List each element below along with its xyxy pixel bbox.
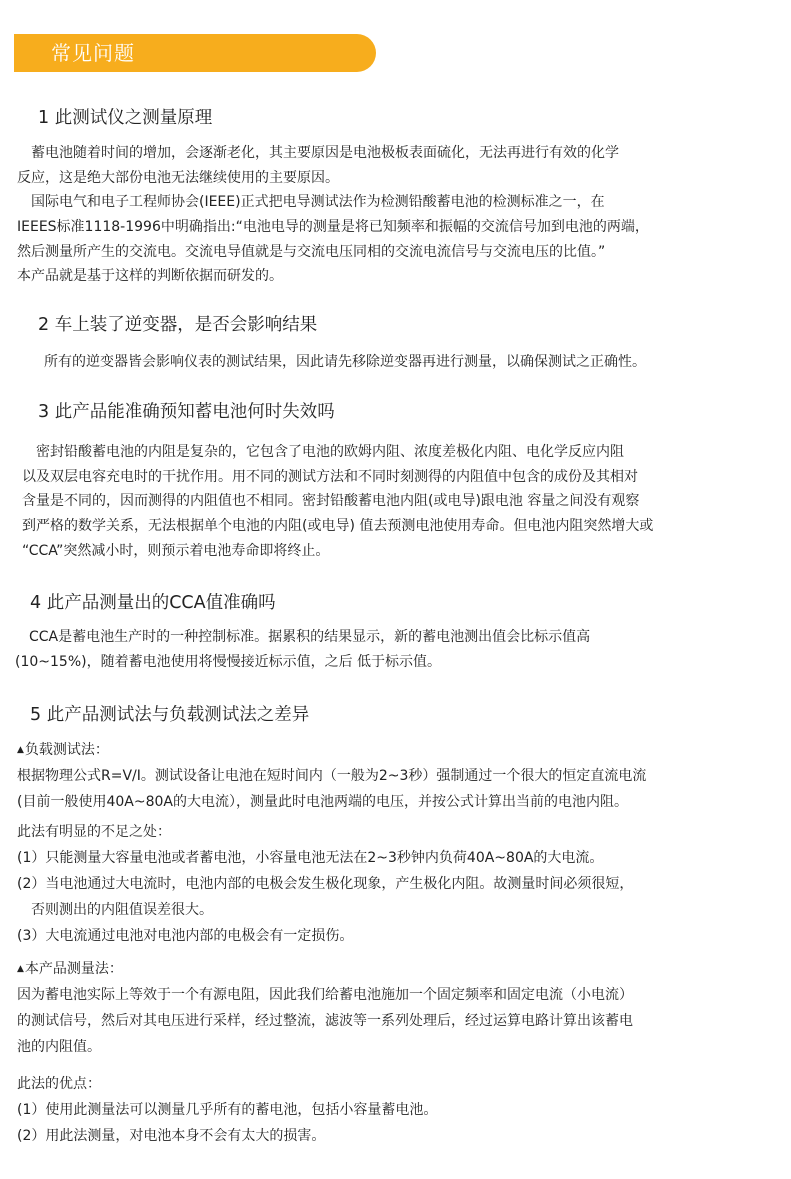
section-3-heading: 3 此产品能准确预知蓄电池何时失效吗: [38, 402, 335, 422]
text-line: 因为蓄电池实际上等效于一个有源电阻，因此我们给蓄电池施加一个固定频率和固定电流（小电流）: [17, 987, 633, 1003]
text-line: 所有的逆变器皆会影响仪表的测试结果，因此请先移除逆变器再进行测量，以确保测试之正确性。: [44, 354, 646, 370]
text-line: (目前一般使用40A~80A的大电流），测量此时电池两端的电压，并按公式计算出当前的电池内阻。: [17, 794, 628, 810]
block-title: 此法的优点：: [17, 1076, 101, 1092]
text-line: (10~15%)，随着蓄电池使用将慢慢接近标示值，之后 低于标示值。: [15, 653, 442, 670]
section-2-heading: 2 车上装了逆变器，是否会影响结果: [38, 315, 318, 335]
block-title: 此法有明显的不足之处：: [17, 824, 171, 840]
section-4-heading: 4 此产品测量出的CCA值准确吗: [30, 593, 276, 613]
load-test-block: [17, 737, 646, 815]
block-title: 本产品测量法：: [24, 961, 123, 977]
text-line: 本产品就是基于这样的判断依据而研发的。: [17, 268, 283, 285]
section-1-heading: 1 此测试仪之测量原理: [38, 108, 213, 128]
text-line: 的测试信号，然后对其电压进行采样，经过整流，滤波等一系列处理后，经过运算电路计算出该蓄电: [17, 1013, 633, 1029]
list-item: 否则测出的内阻值误差很大。: [17, 902, 213, 918]
triangle-bullet-icon: ▲: [17, 745, 24, 755]
text-line: “CCA”突然减小时，则预示着电池寿命即将终止。: [22, 542, 330, 559]
text-line: 池的内阻值。: [17, 1039, 101, 1055]
section-banner: [14, 34, 376, 72]
text-line: 反应，这是绝大部份电池无法继续使用的主要原因。: [17, 169, 339, 186]
section-3-body: [22, 440, 653, 563]
section-5-heading: 5 此产品测试法与负载测试法之差异: [30, 705, 310, 725]
text-line: IEEES标准1118-1996中明确指出:“电池电导的测量是将已知频率和振幅的交流信号加到电池的两端，: [17, 219, 649, 236]
drawbacks-block: [17, 819, 633, 949]
product-method-block: [17, 956, 633, 1060]
text-line: 蓄电池随着时间的增加，会逐渐老化，其主要原因是电池极板表面硫化，无法再进行有效的化学: [17, 145, 619, 161]
section-2-body: [44, 350, 646, 375]
block-title: 负载测试法：: [24, 742, 109, 758]
list-item: (3）大电流通过电池对电池内部的电极会有一定损伤。: [17, 928, 354, 944]
advantages-block: [17, 1071, 437, 1149]
text-line: 到严格的数学关系，无法根据单个电池的内阻(或电导) 值去预测电池使用寿命。但电池内阻突然增大或: [22, 518, 654, 535]
list-item: (2）当电池通过大电流时，电池内部的电极会发生极化现象，产生极化内阻。故测量时间必须很短，: [17, 876, 634, 892]
text-line: 密封铅酸蓄电池的内阻是复杂的，它包含了电池的欧姆内阻、浓度差极化内阻、电化学反应内阻: [22, 444, 624, 460]
list-item: (1）使用此测量法可以测量几乎所有的蓄电池，包括小容量蓄电池。: [17, 1102, 438, 1118]
banner-title: 常见问题: [51, 41, 135, 65]
list-item: (2）用此法测量，对电池本身不会有太大的损害。: [17, 1128, 326, 1144]
text-line: CCA是蓄电池生产时的一种控制标准。据累积的结果显示，新的蓄电池测出值会比标示值高: [15, 629, 591, 645]
section-1-body: [17, 141, 649, 289]
section-4-body: [15, 625, 590, 674]
text-line: 根据物理公式R=V/I。测试设备让电池在短时间内（一般为2~3秒）强制通过一个很大的恒定直流电流: [17, 768, 647, 784]
list-item: (1）只能测量大容量电池或者蓄电池，小容量电池无法在2~3秒钟内负荷40A~80A的大电流。: [17, 850, 604, 866]
text-line: 国际电气和电子工程师协会(IEEE)正式把电导测试法作为检测铅酸蓄电池的检测标准之一，在: [17, 194, 605, 211]
text-line: 以及双层电容充电时的干扰作用。用不同的测试方法和不同时刻测得的内阻值中包含的成份及其相对: [22, 468, 638, 485]
text-line: 含量是不同的，因而测得的内阻值也不相同。密封铅酸蓄电池内阻(或电导)跟电池 容量之间没有观察: [22, 493, 640, 510]
text-line: 然后测量所产生的交流电。交流电导值就是与交流电压同相的交流电流信号与交流电压的比值。”: [17, 243, 606, 260]
triangle-bullet-icon: ▲: [17, 964, 24, 974]
